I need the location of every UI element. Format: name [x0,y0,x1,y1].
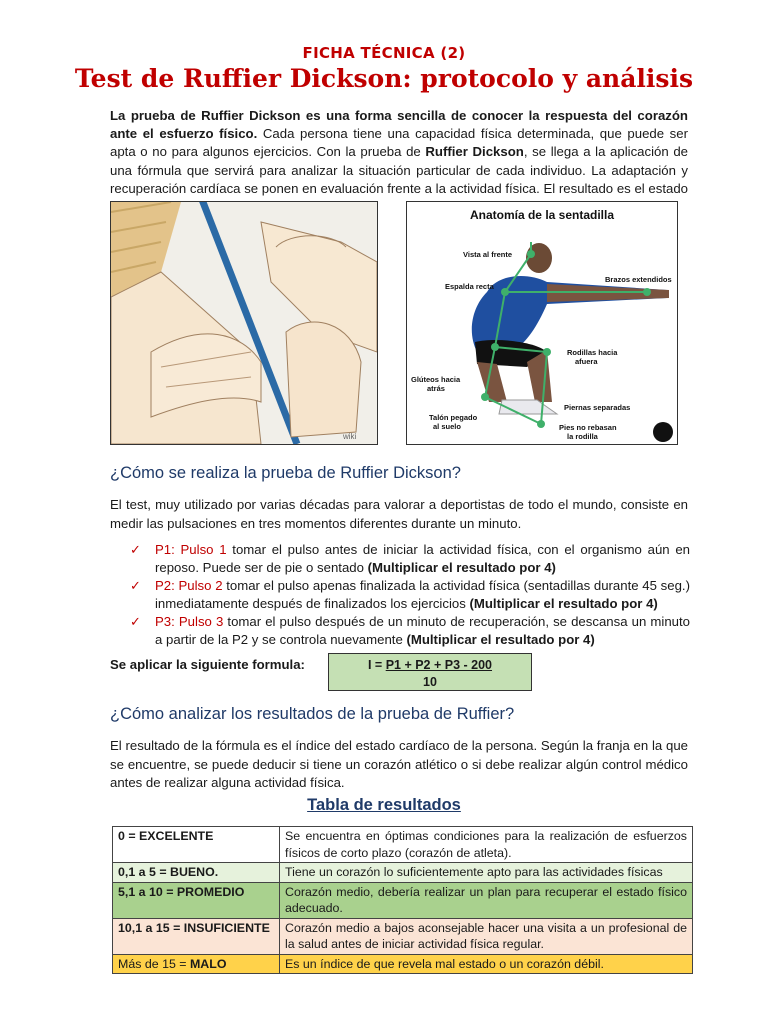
doc-kicker: FICHA TÉCNICA (2) [302,44,466,62]
label-pies-1: Pies no rebasan [559,423,617,432]
squat-drawing [407,202,677,444]
range-cell: 0 = EXCELENTE [113,827,280,863]
checkmark-icon: ✓ [130,542,141,557]
pulse-text: tomar el pulso después de un minuto de recuperación, se descansa un minuto a partir de la P2 y se controla nuevamente [155,614,690,647]
section-heading-how: ¿Cómo se realiza la prueba de Ruffier Dickson? [110,464,461,482]
formula-prefix: I = [367,658,386,672]
section-paragraph-analysis: El resultado de la fórmula es el índice del estado cardíaco de la persona. Según la franja en la que se encuentre, se puede deducir si tiene un corazón atlético o si debe realizar algún control médico antes de realizar alguna actividad física. [110,738,688,790]
description-cell: Es un índice de que revela mal estado o un corazón débil. [280,954,693,974]
label-piernas: Piernas separadas [564,403,631,412]
list-item [130,577,690,613]
squat-anatomy-figure [406,201,678,445]
label-rodillas-1: Rodillas hacia [567,348,618,357]
label-talon-2: al suelo [433,422,461,431]
label-talon-1: Talón pegado [429,413,478,422]
intro-text-1: Cada persona tiene una capacidad física determinada, que puede ser apta o no para algunos ejercicios. Con la prueba de [110,126,688,160]
watermark-text: wiki [343,432,357,441]
pulse-steps-list [130,541,690,649]
range-cell: 5,1 a 10 = PROMEDIO [113,882,280,918]
description-cell: Se encuentra en óptimas condiciones para la realización de esfuerzos físicos de corto plazo (corazón de atleta). [280,827,693,863]
label-brazos: Brazos extendidos [605,275,672,284]
doc-title: Test de Ruffier Dickson: protocolo y análisis [74,64,694,93]
range-cell: 0,1 a 5 = BUENO. [113,863,280,883]
pulse-label: P2: Pulso 2 [155,578,223,593]
intro-bold-name: Ruffier Dickson [425,144,524,160]
section-heading-analysis: ¿Cómo analizar los resultados de la prueba de Ruffier? [110,705,515,723]
intro-paragraph [110,107,688,216]
table-row [113,954,693,974]
intro-bold-lead: La prueba de Ruffier Dickson es una forma sencilla de conocer la respuesta del corazón ante el esfuerzo físico. [110,108,688,142]
formula-denominator: 10 [423,675,437,689]
description-cell: Tiene un corazón lo suficientemente apto para las actividades físicas [280,863,693,883]
pulse-note: (Multiplicar el resultado por 4) [469,596,658,611]
athlete-head [526,243,552,273]
label-pies-2: la rodilla [567,432,598,441]
pulse-illustration [110,201,378,445]
description-cell: Corazón medio a bajos aconsejable hacer una visita a un profesional de la salud antes de iniciar actividad física regular. [280,918,693,954]
label-rodillas-2: afuera [575,357,598,366]
label-espalda: Espalda recta [445,282,494,291]
label-vista: Vista al frente [463,250,513,259]
results-table-title: Tabla de resultados [307,796,461,814]
range-cell [113,954,280,974]
formula-label: Se aplicar la siguiente formula: [110,657,305,672]
list-item [130,613,690,649]
pulse-note: (Multiplicar el resultado por 4) [367,560,556,575]
squat-figure-title: Anatomía de la sentadilla [469,208,615,222]
pulse-text: tomar el pulso apenas finalizada la actividad física (sentadillas durante 45 seg.) inmediatamente después de finalizados los ejercicios [155,578,690,611]
pulse-label: P3: Pulso 3 [155,614,224,629]
table-row [113,827,693,863]
pulse-drawing [111,202,377,444]
label-gluteos-2: atrás [427,384,445,393]
table-row [113,882,693,918]
list-item [130,541,690,577]
section-paragraph-how: El test, muy utilizado por varias décadas para valorar a deportistas de todo el mundo, consiste en medir las pulsaciones en tres momentos diferentes durante un minuto. [110,497,688,531]
pulse-note: (Multiplicar el resultado por 4) [406,632,595,647]
description-cell: Corazón medio, debería realizar un plan para recuperar el estado físico adecuado. [280,882,693,918]
pulse-text: tomar el pulso antes de iniciar la actividad física, con el organismo aún en reposo. Puede ser de pie o sentado [155,542,690,575]
range-bold: MALO [189,956,227,971]
range-prefix: Más de 15 = [118,956,190,971]
label-gluteos-1: Glúteos hacia [411,375,461,384]
table-row [113,918,693,954]
formula-box [328,653,532,691]
pulse-label: P1: Pulso 1 [155,542,227,557]
checkmark-icon: ✓ [130,578,141,593]
results-table [112,826,693,974]
table-row [113,863,693,883]
checkmark-icon: ✓ [130,614,141,629]
formula-numerator-line [329,658,531,672]
corner-logo [653,422,673,442]
range-cell: 10,1 a 15 = INSUFICIENTE [113,918,280,954]
formula-numerator: P1 + P2 + P3 - 200 [385,658,493,672]
intro-text-2: , se llega a la aplicación de una fórmula que servirá para analizar la situación particular de cada individuo. La adaptación y recuperación cardíaca se ponen en evaluación frente a la actividad física. El resultado es el estado [110,144,689,196]
